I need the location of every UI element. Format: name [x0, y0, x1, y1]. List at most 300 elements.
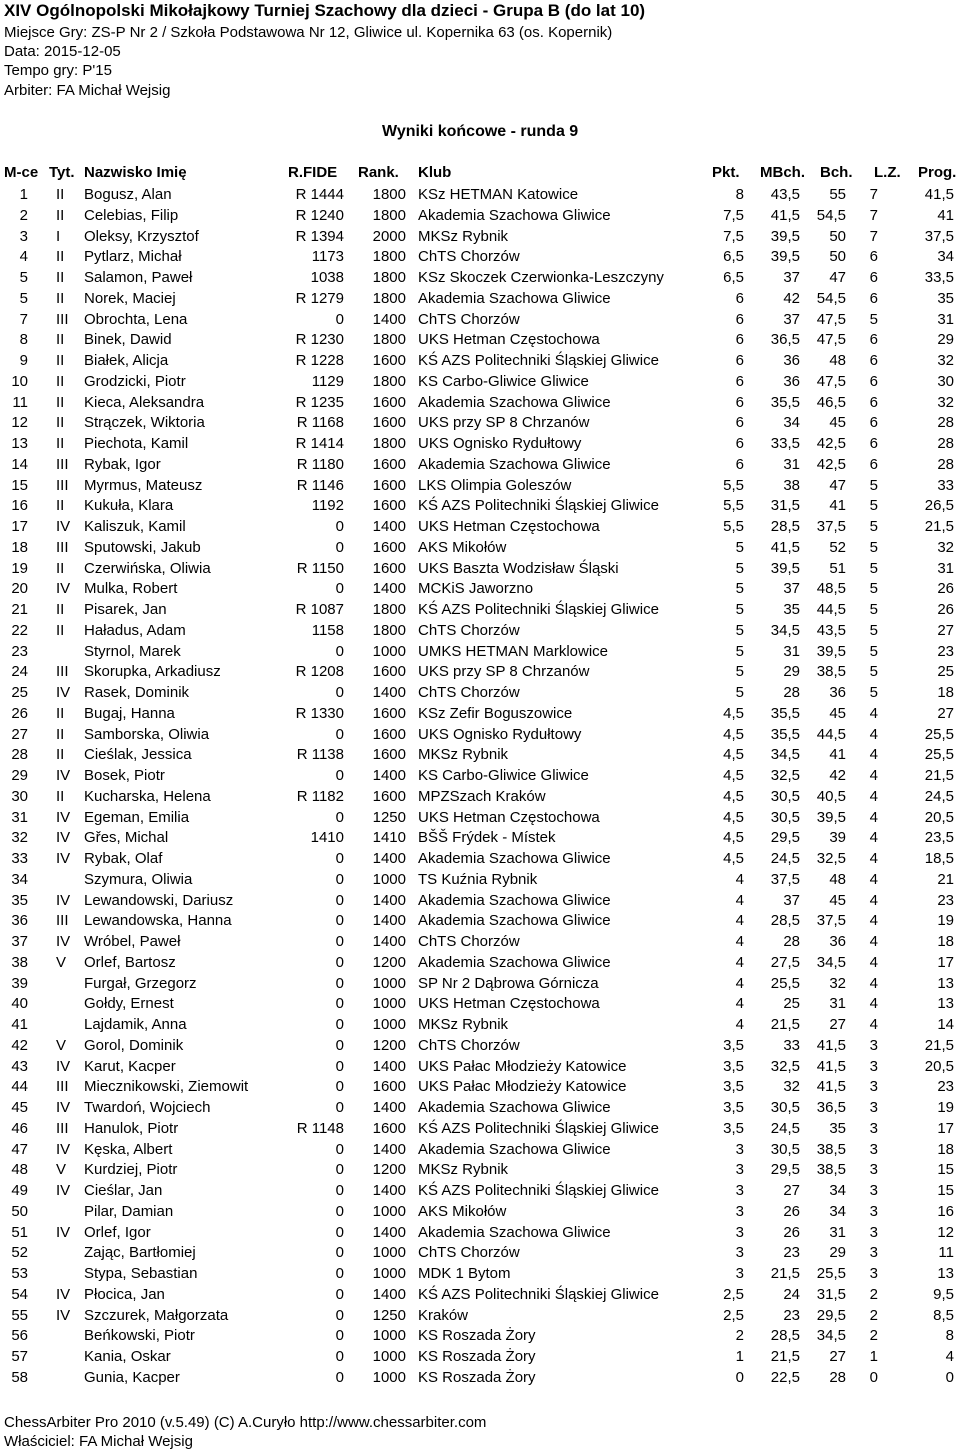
cell-title: IV — [56, 1306, 71, 1324]
cell-title: II — [56, 393, 65, 411]
cell-rank: 1800 — [372, 601, 406, 618]
cell-name: Gřes, Michal — [84, 829, 169, 847]
cell-name: Białek, Alicja — [84, 352, 169, 369]
cell-name: Grodzicki, Piotr — [84, 372, 186, 390]
cell-club: UKS Ognisko Rydułtowy — [418, 435, 582, 452]
cell-rank: 1000 — [372, 1348, 406, 1365]
cell-club: MKSz Rybnik — [418, 746, 509, 764]
cell-name: Gorol, Dominik — [84, 1036, 184, 1054]
cell-points: 3 — [735, 1223, 744, 1241]
cell-place: 2 — [19, 206, 28, 224]
cell-rank: 1250 — [372, 808, 406, 826]
cell-bch: 42 — [829, 767, 846, 784]
cell-place: 33 — [11, 850, 28, 867]
cell-bch: 29,5 — [816, 1306, 846, 1324]
cell-title: II — [56, 289, 65, 307]
cell-rank: 1000 — [372, 642, 406, 660]
cell-points: 3 — [735, 1140, 744, 1158]
cell-rank: 1000 — [372, 1368, 406, 1386]
cell-name: Strączek, Wiktoria — [84, 414, 205, 432]
cell-mbch: 37 — [783, 269, 800, 286]
cell-mbch: 29,5 — [770, 829, 800, 847]
cell-club: KSz Zefir Boguszowice — [418, 704, 573, 722]
cell-club: Akademia Szachowa Gliwice — [418, 1223, 611, 1241]
cell-title: V — [56, 1036, 67, 1054]
cell-bch: 41,5 — [816, 1078, 846, 1096]
cell-club: UKS przy SP 8 Chrzanów — [418, 414, 590, 432]
cell-place: 28 — [11, 746, 28, 764]
table-row — [0, 828, 960, 849]
cell-fide: 0 — [335, 808, 344, 826]
cell-title: I — [56, 227, 61, 245]
cell-place: 13 — [11, 435, 28, 452]
cell-name: Płocica, Jan — [84, 1285, 165, 1303]
cell-club: Akademia Szachowa Gliwice — [418, 289, 611, 307]
cell-prog: 8,5 — [933, 1306, 954, 1324]
software-credit: ChessArbiter Pro 2010 (v.5.49) (C) A.Curyło http://www.chessarbiter.com — [4, 1414, 487, 1431]
cell-place: 44 — [11, 1078, 28, 1096]
cell-title: II — [56, 601, 65, 618]
cell-lz: 3 — [869, 1202, 878, 1220]
cell-club: SP Nr 2 Dąbrowa Górnicza — [418, 974, 599, 992]
cell-rank: 1600 — [372, 725, 406, 743]
cell-bch: 39 — [829, 829, 846, 847]
cell-name: Kurdziej, Piotr — [84, 1161, 178, 1179]
cell-club: UMKS HETMAN Marklowice — [418, 642, 609, 660]
cell-rank: 1400 — [372, 684, 406, 701]
cell-lz: 6 — [869, 331, 878, 349]
cell-prog: 11 — [938, 1244, 954, 1262]
cell-fide: R 1148 — [296, 1119, 344, 1137]
table-row — [0, 1347, 960, 1368]
cell-mbch: 37 — [783, 891, 800, 909]
table-row — [0, 185, 960, 206]
cell-fide: 0 — [335, 1202, 344, 1220]
cell-bch: 28 — [829, 1368, 846, 1386]
cell-rank: 1800 — [372, 269, 406, 286]
cell-mbch: 28,5 — [770, 518, 800, 535]
cell-bch: 40,5 — [816, 787, 846, 805]
cell-rank: 1000 — [372, 1202, 406, 1220]
table-row — [0, 994, 960, 1015]
cell-points: 3 — [735, 1244, 744, 1262]
cell-lz: 0 — [869, 1368, 878, 1386]
cell-rank: 1200 — [372, 1036, 406, 1054]
cell-club: AKS Mikołów — [418, 538, 507, 556]
cell-lz: 6 — [869, 352, 878, 369]
cell-fide: R 1182 — [296, 787, 344, 805]
cell-title: III — [56, 538, 69, 556]
cell-club: MKSz Rybnik — [418, 227, 509, 245]
cell-title: II — [56, 704, 65, 722]
cell-bch: 38,5 — [816, 1140, 846, 1158]
cell-bch: 41 — [829, 746, 846, 764]
cell-bch: 27 — [829, 1016, 846, 1033]
cell-place: 50 — [11, 1202, 28, 1220]
cell-lz: 3 — [869, 1161, 878, 1179]
cell-prog: 29 — [937, 331, 954, 349]
cell-points: 4 — [735, 1016, 744, 1033]
cell-points: 0 — [735, 1368, 744, 1386]
cell-mbch: 43,5 — [770, 186, 800, 203]
cell-mbch: 37,5 — [770, 870, 800, 888]
cell-bch: 45 — [829, 414, 846, 432]
table-row — [0, 1119, 960, 1140]
cell-place: 24 — [11, 663, 28, 681]
cell-mbch: 39,5 — [770, 559, 800, 577]
cell-title: II — [56, 497, 65, 515]
cell-bch: 51 — [829, 559, 846, 577]
cell-place: 29 — [11, 767, 28, 784]
cell-lz: 3 — [869, 1244, 878, 1262]
cell-title: II — [56, 248, 65, 266]
cell-bch: 45 — [829, 704, 846, 722]
table-row — [0, 247, 960, 268]
cell-lz: 5 — [869, 601, 878, 618]
cell-place: 42 — [11, 1036, 28, 1054]
cell-mbch: 30,5 — [770, 787, 800, 805]
cell-bch: 48,5 — [816, 580, 846, 598]
table-row — [0, 455, 960, 476]
cell-rank: 1800 — [372, 289, 406, 307]
cell-mbch: 27 — [783, 1182, 800, 1199]
cell-fide: 0 — [335, 1182, 344, 1199]
cell-bch: 54,5 — [816, 289, 846, 307]
cell-club: BŠŠ Frýdek - Místek — [418, 829, 556, 847]
table-row — [0, 206, 960, 227]
cell-fide: 0 — [335, 1368, 344, 1386]
cell-mbch: 34 — [783, 414, 800, 432]
table-row — [0, 372, 960, 393]
cell-place: 48 — [11, 1161, 28, 1179]
cell-name: Myrmus, Mateusz — [84, 476, 203, 494]
col-title: Tyt. — [49, 164, 75, 181]
cell-rank: 1600 — [372, 704, 406, 722]
cell-rank: 1000 — [372, 1327, 406, 1345]
cell-title: III — [56, 1078, 69, 1096]
cell-rank: 1600 — [372, 352, 406, 369]
cell-title: III — [56, 1119, 69, 1137]
cell-points: 4 — [735, 933, 744, 950]
cell-place: 10 — [11, 372, 28, 390]
cell-points: 5 — [735, 684, 744, 701]
cell-lz: 2 — [869, 1285, 878, 1303]
cell-name: Norek, Maciej — [84, 289, 176, 307]
cell-mbch: 26 — [783, 1202, 800, 1220]
cell-prog: 25,5 — [924, 746, 954, 764]
cell-rank: 1800 — [372, 372, 406, 390]
cell-bch: 42,5 — [816, 455, 846, 473]
cell-bch: 36 — [829, 684, 846, 701]
cell-points: 4 — [735, 891, 744, 909]
cell-points: 6 — [735, 310, 744, 328]
table-row — [0, 289, 960, 310]
cell-fide: R 1087 — [295, 601, 344, 618]
cell-points: 3 — [735, 1265, 744, 1282]
cell-name: Samborska, Oliwia — [84, 725, 210, 743]
table-row — [0, 1160, 960, 1181]
cell-fide: 1410 — [310, 829, 344, 847]
cell-lz: 4 — [869, 787, 878, 805]
cell-fide: R 1208 — [295, 663, 344, 681]
table-row — [0, 579, 960, 600]
cell-club: UKS przy SP 8 Chrzanów — [418, 663, 590, 681]
cell-rank: 1600 — [372, 393, 406, 411]
cell-place: 20 — [11, 580, 28, 598]
cell-club: AKS Mikołów — [418, 1202, 507, 1220]
cell-prog: 13 — [937, 995, 954, 1013]
cell-club: KŚ AZS Politechniki Śląskiej Gliwice — [418, 1119, 659, 1137]
cell-club: ChTS Chorzów — [418, 1244, 520, 1262]
cell-points: 6 — [735, 352, 744, 369]
cell-rank: 2000 — [372, 227, 406, 245]
cell-club: MKSz Rybnik — [418, 1016, 509, 1033]
cell-mbch: 25 — [783, 995, 800, 1013]
cell-points: 6 — [735, 414, 744, 432]
cell-fide: R 1150 — [296, 559, 344, 577]
cell-club: Akademia Szachowa Gliwice — [418, 206, 611, 224]
col-club: Klub — [418, 164, 452, 181]
cell-prog: 26 — [937, 601, 954, 618]
cell-place: 53 — [11, 1265, 28, 1282]
cell-place: 15 — [11, 476, 28, 494]
cell-title: IV — [56, 808, 71, 826]
cell-club: KS Carbo-Gliwice Gliwice — [418, 372, 589, 390]
cell-title: IV — [56, 891, 71, 909]
cell-fide: 0 — [335, 767, 344, 784]
cell-title: IV — [56, 580, 71, 598]
cell-fide: 1038 — [310, 269, 344, 286]
cell-prog: 27 — [937, 704, 954, 722]
cell-place: 5 — [19, 289, 28, 307]
cell-mbch: 24 — [783, 1285, 800, 1303]
tempo-line: Tempo gry: P'15 — [4, 62, 112, 79]
cell-prog: 9,5 — [933, 1285, 954, 1303]
cell-fide: 0 — [335, 1140, 344, 1158]
cell-club: Akademia Szachowa Gliwice — [418, 850, 611, 867]
cell-rank: 1000 — [372, 870, 406, 888]
cell-mbch: 31 — [783, 642, 800, 660]
cell-prog: 13 — [937, 1265, 954, 1282]
date-line: Data: 2015-12-05 — [4, 43, 121, 60]
cell-fide: 0 — [335, 518, 344, 535]
cell-prog: 23 — [937, 642, 954, 660]
table-row — [0, 642, 960, 663]
cell-bch: 41,5 — [816, 1057, 846, 1075]
cell-place: 25 — [11, 684, 28, 701]
cell-prog: 4 — [945, 1348, 954, 1365]
cell-points: 3,5 — [723, 1119, 744, 1137]
col-name: Nazwisko Imię — [84, 164, 187, 181]
cell-fide: R 1228 — [295, 352, 344, 369]
cell-rank: 1400 — [372, 310, 406, 328]
cell-fide: 0 — [335, 1327, 344, 1345]
cell-name: Gołdy, Ernest — [84, 995, 174, 1013]
table-row — [0, 393, 960, 414]
cell-name: Lajdamik, Anna — [84, 1016, 187, 1033]
cell-rank: 1600 — [372, 538, 406, 556]
cell-name: Rasek, Dominik — [84, 684, 190, 701]
cell-mbch: 35,5 — [770, 393, 800, 411]
cell-prog: 19 — [937, 912, 954, 930]
cell-fide: R 1138 — [296, 746, 344, 764]
cell-mbch: 36 — [783, 372, 800, 390]
cell-lz: 3 — [869, 1140, 878, 1158]
cell-mbch: 22,5 — [770, 1368, 800, 1386]
cell-lz: 4 — [869, 808, 878, 826]
cell-mbch: 41,5 — [770, 538, 800, 556]
cell-bch: 50 — [829, 227, 846, 245]
cell-bch: 29 — [829, 1244, 846, 1262]
table-row — [0, 870, 960, 891]
cell-mbch: 28,5 — [770, 912, 800, 930]
cell-lz: 4 — [869, 725, 878, 743]
table-row — [0, 704, 960, 725]
cell-mbch: 41,5 — [770, 206, 800, 224]
cell-title: II — [56, 621, 65, 639]
cell-mbch: 21,5 — [770, 1265, 800, 1282]
cell-name: Orlef, Igor — [84, 1223, 151, 1241]
cell-bch: 39,5 — [816, 808, 846, 826]
cell-name: Kaliszuk, Kamil — [84, 518, 186, 535]
cell-mbch: 33 — [783, 1036, 800, 1054]
cell-points: 6 — [735, 372, 744, 390]
cell-bch: 38,5 — [816, 663, 846, 681]
cell-name: Stypa, Sebastian — [84, 1265, 198, 1282]
results-subtitle: Wyniki końcowe - runda 9 — [382, 123, 579, 140]
cell-bch: 36,5 — [816, 1099, 846, 1116]
cell-name: Celebias, Filip — [84, 206, 179, 224]
cell-points: 4,5 — [723, 746, 744, 764]
table-row — [0, 310, 960, 331]
cell-prog: 18 — [937, 1140, 954, 1158]
cell-fide: R 1146 — [296, 476, 344, 494]
cell-rank: 1800 — [372, 186, 406, 203]
cell-lz: 3 — [869, 1182, 878, 1199]
cell-mbch: 26 — [783, 1223, 800, 1241]
cell-lz: 2 — [869, 1327, 878, 1345]
cell-rank: 1400 — [372, 1140, 406, 1158]
col-mbch: MBch. — [760, 164, 805, 181]
cell-fide: 0 — [335, 1016, 344, 1033]
cell-place: 4 — [19, 248, 28, 266]
cell-place: 21 — [11, 601, 28, 618]
cell-bch: 47 — [829, 269, 846, 286]
cell-mbch: 27,5 — [770, 953, 800, 971]
cell-fide: 0 — [335, 933, 344, 950]
cell-title: II — [56, 414, 65, 432]
cell-name: Pisarek, Jan — [84, 601, 167, 618]
cell-points: 6,5 — [723, 248, 744, 266]
table-row — [0, 953, 960, 974]
cell-rank: 1250 — [372, 1306, 406, 1324]
cell-club: MCKiS Jaworzno — [418, 580, 534, 598]
cell-prog: 35 — [937, 289, 954, 307]
cell-rank: 1800 — [372, 621, 406, 639]
cell-title: III — [56, 476, 69, 494]
cell-bch: 41,5 — [816, 1036, 846, 1054]
cell-rank: 1600 — [372, 1078, 406, 1096]
cell-title: IV — [56, 1140, 71, 1158]
table-row — [0, 621, 960, 642]
cell-mbch: 30,5 — [770, 808, 800, 826]
col-lz: L.Z. — [874, 164, 901, 181]
cell-points: 5,5 — [723, 518, 744, 535]
cell-fide: R 1230 — [295, 331, 344, 349]
cell-mbch: 25,5 — [770, 974, 800, 992]
cell-fide: 0 — [335, 1244, 344, 1262]
cell-fide: R 1330 — [295, 704, 344, 722]
cell-lz: 4 — [869, 933, 878, 950]
cell-name: Czerwińska, Oliwia — [84, 559, 211, 577]
cell-fide: 0 — [335, 642, 344, 660]
cell-points: 5 — [735, 621, 744, 639]
cell-fide: 1192 — [311, 497, 344, 515]
cell-club: MKSz Rybnik — [418, 1161, 509, 1179]
cell-bch: 32 — [829, 974, 846, 992]
cell-points: 5 — [735, 642, 744, 660]
cell-place: 37 — [11, 933, 28, 950]
cell-bch: 39,5 — [816, 642, 846, 660]
cell-points: 4 — [735, 953, 744, 971]
cell-points: 3,5 — [723, 1078, 744, 1096]
cell-place: 16 — [11, 497, 28, 515]
cell-mbch: 39,5 — [770, 227, 800, 245]
cell-name: Kania, Oskar — [84, 1348, 171, 1365]
cell-lz: 4 — [869, 995, 878, 1013]
cell-points: 5 — [735, 601, 744, 618]
cell-place: 17 — [11, 518, 28, 535]
cell-name: Styrnol, Marek — [84, 642, 181, 660]
cell-prog: 20,5 — [924, 808, 954, 826]
cell-fide: 0 — [335, 1161, 344, 1179]
cell-lz: 6 — [869, 393, 878, 411]
cell-fide: R 1414 — [295, 435, 344, 452]
table-row — [0, 745, 960, 766]
cell-club: KŚ AZS Politechniki Śląskiej Gliwice — [418, 1182, 659, 1199]
cell-place: 12 — [11, 414, 28, 432]
cell-mbch: 34,5 — [770, 621, 800, 639]
cell-place: 57 — [11, 1348, 28, 1365]
cell-fide: 0 — [335, 995, 344, 1013]
cell-prog: 23 — [937, 891, 954, 909]
cell-place: 51 — [11, 1223, 28, 1241]
cell-prog: 21 — [937, 870, 954, 888]
cell-place: 41 — [11, 1016, 28, 1033]
cell-prog: 20,5 — [924, 1057, 954, 1075]
cell-prog: 21,5 — [924, 767, 954, 784]
table-row — [0, 1140, 960, 1161]
table-row — [0, 1223, 960, 1244]
cell-fide: R 1279 — [295, 289, 344, 307]
cell-mbch: 32,5 — [770, 767, 800, 784]
cell-lz: 3 — [869, 1119, 878, 1137]
cell-fide: 0 — [335, 1285, 344, 1303]
cell-title: II — [56, 206, 65, 224]
cell-rank: 1410 — [372, 829, 406, 847]
cell-fide: R 1444 — [295, 186, 344, 203]
cell-title: IV — [56, 767, 71, 784]
cell-place: 52 — [11, 1244, 28, 1262]
cell-place: 8 — [19, 331, 28, 349]
cell-fide: 0 — [335, 1348, 344, 1365]
cell-points: 8 — [735, 186, 744, 203]
cell-points: 6 — [735, 435, 744, 452]
cell-name: Haładus, Adam — [84, 621, 186, 639]
cell-bch: 41 — [829, 497, 846, 515]
cell-mbch: 21,5 — [770, 1016, 800, 1033]
cell-prog: 25 — [937, 663, 954, 681]
